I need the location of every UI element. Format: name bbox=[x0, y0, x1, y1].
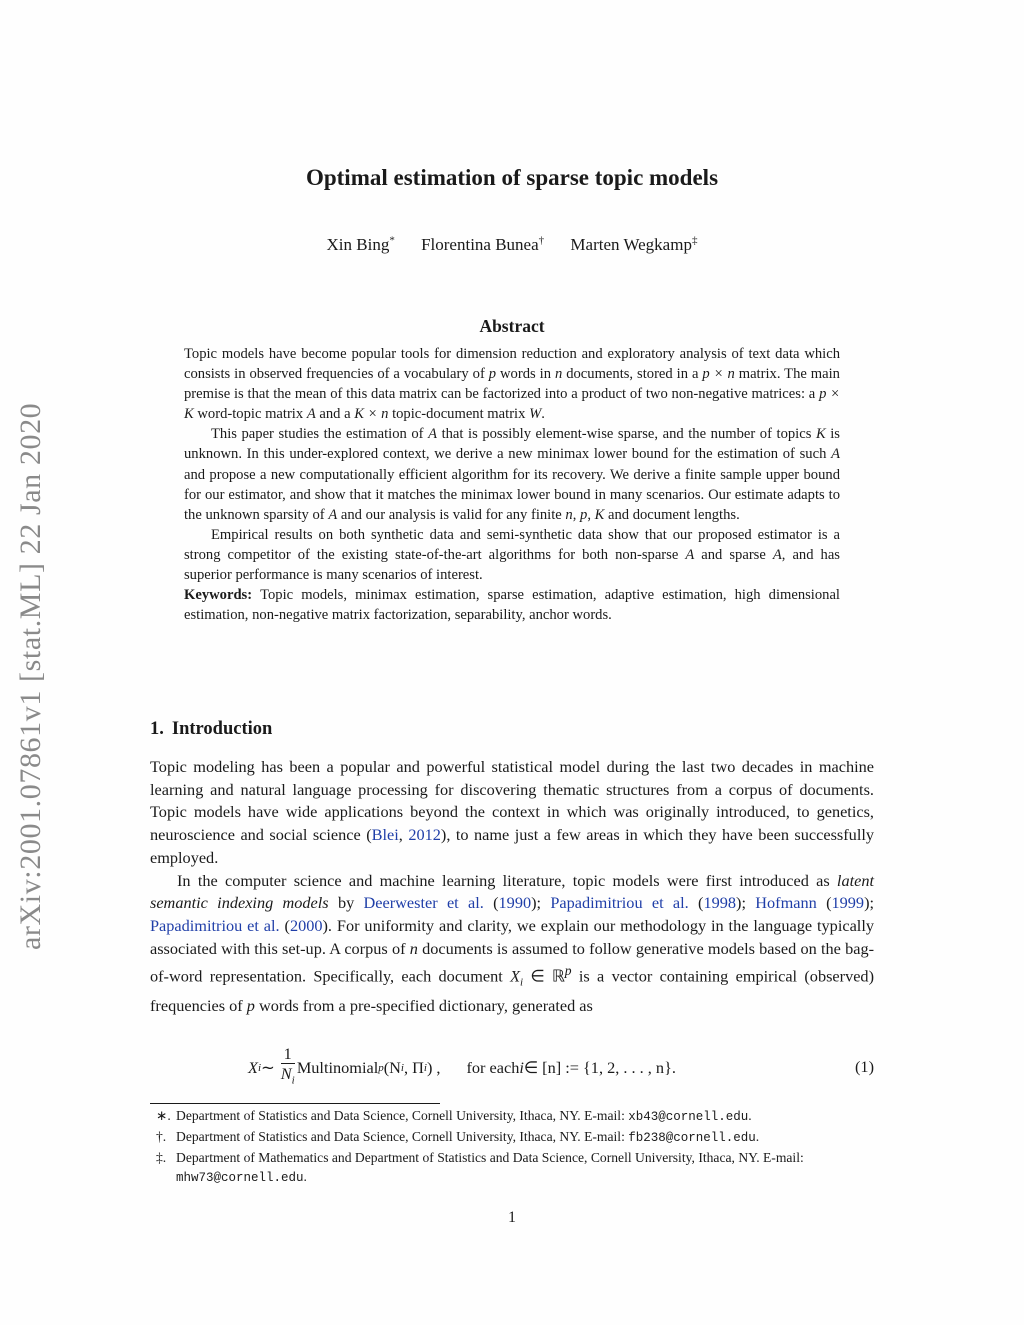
arxiv-stamp: arXiv:2001.07861v1 [stat.ML] 22 Jan 2020 bbox=[14, 402, 47, 950]
page-number: 1 bbox=[508, 1209, 516, 1226]
citation-year-link[interactable]: 2012 bbox=[408, 825, 441, 845]
paper-title: Optimal estimation of sparse topic models bbox=[305, 165, 719, 190]
citation-link[interactable]: Deerwester et al. bbox=[363, 893, 484, 913]
fraction: $\frac{1}{N_i}$ bbox=[280, 1044, 295, 1087]
equation-1 bbox=[150, 1045, 874, 1091]
author: Marten Wegkamp‡ bbox=[570, 234, 698, 254]
body-paragraph: In the computer science and machine learning literature, topic models were first introduced as latent semantic indexing models by Deerwester et al. (1990); Papadimitriou et al. (1998); Hofmann (1999); Papadimitriou et al. (2000). For uniformity and clarity, we explain our methodology in the language typically associated with this set-up. A corpus of n documents is assumed to follow generative models based on the bag-of-word representation. Specifically, each document $X_i$ ∈ ℝ$^p$ is a vector containing empirical (observed) frequencies of p words from a pre-specified dictionary, generated as bbox=[150, 870, 875, 1015]
footnote: †. Department of Statistics and Data Science, Cornell University, Ithaca, NY. E-mail: fb238@cornell.edu. bbox=[156, 1129, 760, 1145]
citation-link[interactable]: Blei bbox=[371, 825, 399, 845]
email-link[interactable]: xb43@cornell.edu bbox=[628, 1110, 749, 1124]
citation-year-link[interactable]: 2000 bbox=[289, 915, 323, 935]
citation-link[interactable]: Hofmann bbox=[755, 893, 817, 913]
author: Florentina Bunea† bbox=[421, 234, 545, 254]
author-footnote-mark: ‡ bbox=[691, 234, 698, 246]
keywords bbox=[184, 585, 840, 625]
introduction-body bbox=[150, 756, 874, 1017]
body-paragraph: Topic modeling has been a popular and powerful statistical model during the last two decades in machine learning and natural language processing for discovering thematic structures from a corpus of documents. Topic models have wide applications beyond the context in which was originally introduced, to genetics, neuroscience and social science (Blei, 2012), to name just a few areas in which they have been successfully employed. bbox=[150, 757, 875, 867]
footnote: ∗. Department of Statistics and Data Science, Cornell University, Ithaca, NY. E-mail: xb43@cornell.edu. bbox=[156, 1108, 752, 1124]
abstract bbox=[184, 344, 840, 625]
abstract-paragraph: This paper studies the estimation of A that is possibly element-wise sparse, and the number of topics K is unknown. In this under-explored context, we derive a new minimax lower bound for the estimation of such A and propose a new computationally efficient algorithm for its recovery. We derive a finite sample upper bound for our estimator, and show that it matches the minimax lower bound in many scenarios. Our estimate adapts to the unknown sparsity of A and our analysis is valid for any finite n, p, K and document lengths. bbox=[184, 426, 840, 523]
equation-number: (1) bbox=[855, 1057, 874, 1076]
author-footnote-mark: * bbox=[389, 234, 395, 246]
abstract-paragraph: Topic models have become popular tools for dimension reduction and exploratory analysis of text data which consists in observed frequencies of a vocabulary of p words in n documents, stored in a p × n matrix. The main premise is that the mean of this data matrix can be factorized into a product of two non-negative matrices: a p × K word-topic matrix A and a K × n topic-document matrix W. bbox=[184, 346, 841, 423]
footnote: ‡. Department of Mathematics and Department of Statistics and Data Science, Cornell University, Ithaca, NY. E-mail: mhw73@cornell.edu. bbox=[156, 1150, 804, 1185]
email-link[interactable]: mhw73@cornell.edu bbox=[176, 1171, 304, 1185]
keywords-label: Keywords: bbox=[184, 587, 253, 604]
footnotes bbox=[150, 1106, 874, 1188]
abstract-paragraph: Empirical results on both synthetic data and semi-synthetic data show that our proposed estimator is a strong competitor of the existing state-of-the-art algorithms for both non-sparse A and sparse A, and has superior performance is many scenarios of interest. bbox=[184, 526, 840, 584]
citation-link[interactable]: Papadimitriou et al. bbox=[150, 915, 280, 935]
footnote-divider bbox=[150, 1103, 440, 1104]
author: Xin Bing* bbox=[326, 234, 395, 254]
abstract-heading: Abstract bbox=[479, 316, 545, 336]
citation-year-link[interactable]: 1999 bbox=[831, 893, 865, 913]
equation-body: X i ∼ $\frac{1}{N_i}$ Multinomial p (N i , Π i ) , for each i ∈ [n] := {1, 2, . . . , n}. bbox=[248, 1045, 676, 1091]
section-heading: 1. Introduction bbox=[150, 719, 273, 739]
citation-link[interactable]: Papadimitriou et al. bbox=[550, 893, 689, 913]
email-link[interactable]: fb238@cornell.edu bbox=[628, 1131, 756, 1145]
citation-year-link[interactable]: 1990 bbox=[498, 893, 532, 913]
keywords-list: Topic models, minimax estimation, sparse estimation, adaptive estimation, high dimensional estimation, non-negative matrix factorization, separability, anchor words. bbox=[184, 587, 840, 624]
author-footnote-mark: † bbox=[538, 234, 545, 246]
citation-year-link[interactable]: 1998 bbox=[703, 893, 737, 913]
author-list bbox=[0, 234, 1024, 255]
